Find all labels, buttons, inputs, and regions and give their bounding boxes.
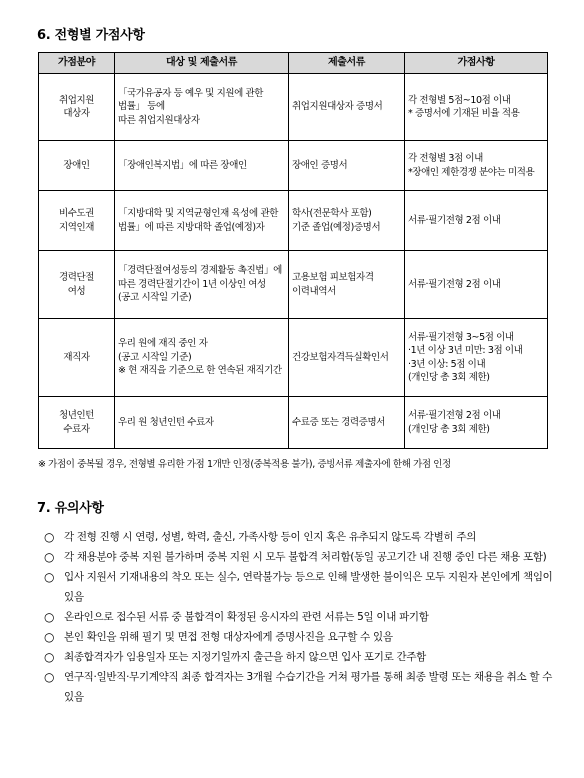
list-item [44, 647, 554, 667]
cell-docs: 학사(전문학사 포함) 기준 졸업(예정)증명서 [289, 191, 405, 251]
list-item-text: 온라인으로 접수된 서류 중 불합격이 확정된 응시자의 관련 서류는 5일 이내 파기함 [64, 611, 429, 623]
table-row [39, 191, 548, 251]
section-7-title: 7. 유의사항 [37, 501, 104, 516]
cell-target: 「지방대학 및 지역균형인재 육성에 관한 법률」에 따른 지방대학 졸업(예정)자 [115, 191, 289, 251]
list-item-text: 각 전형 진행 시 연령, 성별, 학력, 출신, 가족사항 등이 인지 혹은 유추되지 않도록 각별히 주의 [64, 531, 477, 543]
cell-docs: 취업지원대상자 증명서 [289, 74, 405, 141]
cell-docs: 고용보험 피보험자격 이력내역서 [289, 251, 405, 319]
cell-field: 취업지원 대상자 [39, 74, 115, 141]
list-item [44, 527, 554, 547]
cell-field: 재직자 [39, 319, 115, 397]
section-6-title: 6. 전형별 가점사항 [37, 28, 145, 43]
circle-bullet-icon: ○ [44, 550, 55, 564]
list-item-text: 최종합격자가 임용일자 또는 지정기일까지 출근을 하지 않으면 입사 포기로 간주함 [64, 651, 426, 663]
cell-target: 「국가유공자 등 예우 및 지원에 관한 법률」 등에 따른 취업지원대상자 [115, 74, 289, 141]
list-item-text: 본인 확인을 위해 필기 및 면접 전형 대상자에게 증명사진을 요구할 수 있음 [64, 631, 393, 643]
circle-bullet-icon: ○ [44, 530, 55, 544]
header-field: 가점분야 [39, 53, 115, 74]
cell-target: 「경력단절여성등의 경제활동 촉진법」에 따른 경력단절기간이 1년 이상인 여성 (공고 시작일 기준) [115, 251, 289, 319]
list-item [44, 607, 554, 627]
cell-docs: 수료증 또는 경력증명서 [289, 397, 405, 449]
cell-bonus: 각 전형별 3점 이내 *장애인 제한경쟁 분야는 미적용 [405, 141, 548, 191]
circle-bullet-icon: ○ [44, 670, 55, 684]
list-item [44, 567, 554, 607]
table-row [39, 141, 548, 191]
list-item [44, 547, 554, 567]
cell-field: 비수도권 지역인재 [39, 191, 115, 251]
list-item-text: 입사 지원서 기재내용의 착오 또는 실수, 연락불가능 등으로 인해 발생한 불이익은 모두 지원자 본인에게 책임이 있음 [64, 571, 553, 603]
list-item-text: 연구직·일반직·무기계약직 최종 합격자는 3개월 수습기간을 거쳐 평가를 통해 최종 발령 또는 채용을 취소 할 수 있음 [64, 671, 553, 703]
cell-docs: 장애인 증명서 [289, 141, 405, 191]
cell-field: 장애인 [39, 141, 115, 191]
list-item-text: 각 채용분야 중복 지원 불가하며 중복 지원 시 모두 불합격 처리함(동일 공고기간 내 진행 중인 다른 채용 포함) [64, 551, 547, 563]
cell-field: 경력단절 여성 [39, 251, 115, 319]
circle-bullet-icon: ○ [44, 650, 55, 664]
list-item [44, 667, 554, 707]
cell-bonus: 서류·필기전형 2점 이내 [405, 191, 548, 251]
bonus-note: ※ 가점이 중복될 경우, 전형별 유리한 가점 1개만 인정(중복적용 불가), 증빙서류 제출자에 한해 가점 인정 [38, 459, 451, 470]
cell-target: 우리 원에 재직 중인 자 (공고 시작일 기준) ※ 현 재직을 기준으로 한 연속된 재직기간 [115, 319, 289, 397]
cell-field: 청년인턴 수료자 [39, 397, 115, 449]
cell-docs: 건강보험자격득실확인서 [289, 319, 405, 397]
list-item [44, 627, 554, 647]
circle-bullet-icon: ○ [44, 570, 55, 584]
table-row [39, 397, 548, 449]
table-row [39, 74, 548, 141]
bonus-points-table [38, 52, 548, 449]
caution-list [44, 527, 554, 707]
header-target: 대상 및 제출서류 [115, 53, 289, 74]
cell-target: 우리 원 청년인턴 수료자 [115, 397, 289, 449]
circle-bullet-icon: ○ [44, 610, 55, 624]
header-bonus: 가점사항 [405, 53, 548, 74]
cell-bonus: 각 전형별 5점~10점 이내 * 증명서에 기재된 비율 적용 [405, 74, 548, 141]
cell-bonus: 서류·필기전형 2점 이내 [405, 251, 548, 319]
table-row [39, 251, 548, 319]
cell-target: 「장애인복지법」에 따른 장애인 [115, 141, 289, 191]
cell-bonus: 서류·필기전형 2점 이내 (개인당 총 3회 제한) [405, 397, 548, 449]
table-row [39, 319, 548, 397]
table-header-row [39, 53, 548, 74]
cell-bonus: 서류·필기전형 3~5점 이내 ·1년 이상 3년 미만: 3점 이내 ·3년 이상: 5점 이내 (개인당 총 3회 제한) [405, 319, 548, 397]
circle-bullet-icon: ○ [44, 630, 55, 644]
header-docs: 제출서류 [289, 53, 405, 74]
